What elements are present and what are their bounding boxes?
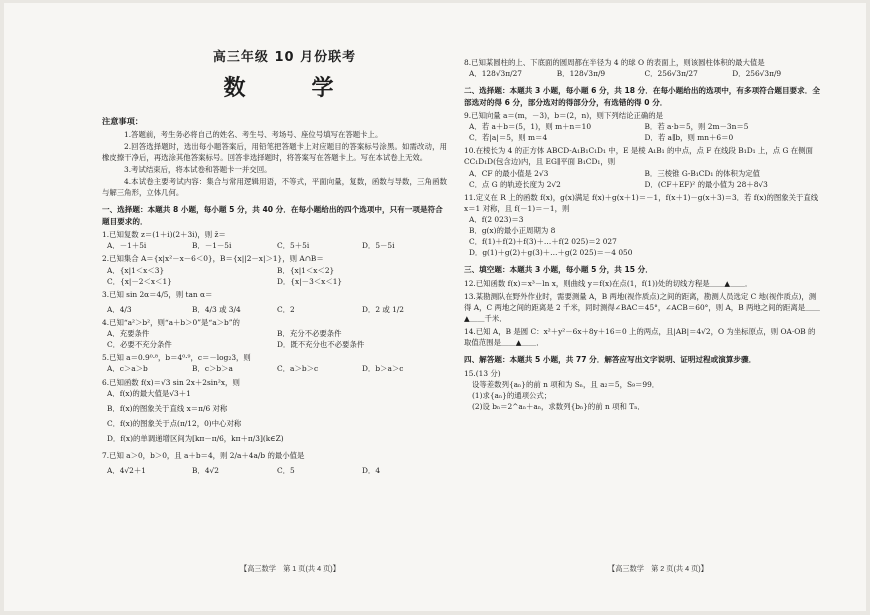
question-points: 15.(13 分): [464, 368, 501, 378]
option: D．{x|－3＜x＜1}: [277, 276, 343, 286]
option: B．4/3 或 3/4: [192, 304, 241, 314]
question-stem: 8.已知某圆柱的上、下底面的圆周都在半径为 4 的球 O 的表面上，则该圆柱体积的最大值是: [464, 58, 765, 67]
option: C．f(x)的图象关于点(π/12，0)中心对称: [107, 418, 242, 428]
option: A．{x|1＜x＜3}: [107, 265, 165, 275]
question-stem: 12.已知函数 f(x)＝x³－ln x，则曲线 y＝f(x)在点(1，f(1))处的切线方程是＿＿▲＿＿．: [464, 278, 753, 288]
section-heading: 二、选择题：本题共 3 小题，每小题 6 分，共 18 分．在每小题给出的选项中，有多项符合题目要求．全部选对的得 6 分，部分选对的得部分分，有选错的得 0 分．: [464, 86, 820, 107]
section-heading: 四、解答题：本题共 5 小题，共 77 分．解答应写出文字说明、证明过程或演算步骤．: [464, 355, 757, 365]
notice-line: 1.答题前，考生务必将自己的姓名、考生号、考场号、座位号填写在答题卡上。: [124, 129, 383, 139]
option: D．256√3π/9: [732, 69, 782, 79]
question-stem: 5.已知 a＝0.9⁰·⁸，b＝4⁰·⁹，c＝－log₂3，则: [102, 353, 251, 363]
option: B．f(x)的图象关于直线 x＝π/6 对称: [107, 403, 228, 413]
notice-heading: 注意事项：: [102, 115, 143, 126]
option: A．充要条件: [107, 329, 150, 339]
option: C．2: [277, 304, 295, 314]
question-options: [102, 363, 447, 374]
option: A．c＞a＞b: [107, 364, 148, 374]
option: B．{x|1＜x＜2}: [277, 265, 335, 275]
question-stem: 10.在棱长为 4 的正方体 ABCD-A₁B₁C₁D₁ 中，E 是棱 A₁B₁ 的中点，点 F 在线段 B₁D₁ 上，点 G 在侧面 CC₁D₁D(包含边)内，且 EG∥平面 B₁CD₁，则: [464, 146, 813, 167]
option: C．5: [277, 466, 295, 476]
question-options: [102, 240, 447, 251]
section-heading: 一、选择题：本题共 8 小题，每小题 5 分，共 40 分．在每小题给出的四个选项中，只有一项是符合题目要求的．: [102, 205, 443, 226]
option: A．f(x)的最大值是√3＋1: [107, 388, 191, 398]
question-stem: 13.某勘测队在野外作业时，需要测量 A，B 两地(视作质点)之间的距离，勘测人员选定 C 地(视作质点)，测得 A，C 两地之间的距离是 2 千米，同时测得∠BAC＝45°，∠ACB＝60°，则 A，B 两地之间的距离是＿＿▲＿＿千米．: [464, 291, 820, 324]
option: D．2 或 1/2: [362, 304, 405, 314]
option: B．三棱锥 G-B₁CD₁ 的体积为定值: [644, 168, 761, 178]
option: B．充分不必要条件: [277, 329, 342, 339]
question-stem: 11.定义在 R 上的函数 f(x)，g(x)满足 f(x)＋g(x＋1)＝－1，f(x＋1)－g(x＋3)＝3．若 f(x)的图象关于直线 x＝1 对称，且 f(－1)＝－1，则: [464, 192, 819, 213]
option: B．若 a·b＝5，则 2m－3n＝5: [644, 122, 749, 132]
question-stem: 7.已知 a＞0，b＞0，且 a＋b＝4，则 2/a＋4a/b 的最小值是: [102, 451, 305, 461]
option: A．若 a＋b＝(5，1)，则 m＋n＝10: [469, 122, 592, 132]
exam-title: 高三年级 10 月份联考: [212, 50, 357, 65]
option: C．必要不充分条件: [107, 340, 172, 350]
option: D．f(x)的单调递增区间为[kπ－π/6，kπ＋π/3](k∈Z): [107, 433, 284, 443]
notice-line: 4.本试卷主要考试内容：集合与常用逻辑用语，不等式，平面向量，复数，函数与导数，三角函数与解三角形，立体几何。: [102, 177, 447, 198]
option: C．5＋5i: [277, 241, 310, 251]
question-stem: 1.已知复数 z＝(1＋i)(2＋3i)，则 z̄＝: [102, 230, 226, 240]
question-stem: 4.已知“a²＞b²，则“a＋b＞0”是“a＞b”的: [102, 318, 240, 327]
question-line: (2)设 bₙ＝2^aₙ＋aₙ，求数列{bₙ}的前 n 项和 Tₙ．: [472, 402, 645, 412]
question-options: [464, 168, 820, 190]
option: D．5－5i: [362, 241, 395, 251]
notice-line: 3.考试结束后，将本试卷和答题卡一并交回。: [124, 165, 272, 175]
option: A．CF 的最小值是 2√3: [469, 168, 549, 178]
option: B．g(x)的最小正周期为 8: [469, 226, 556, 236]
question-stem: 14.已知 A，B 是圆 C：x²＋y²－6x＋8y＋16＝0 上的两点，且|AB|＝4√2，O 为坐标原点，则 OA·OB 的取值范围是＿＿▲＿＿．: [464, 327, 816, 348]
question-stem: 6.已知函数 f(x)＝√3 sin 2x＋2sin²x，则: [102, 377, 240, 387]
option: A．－1＋5i: [107, 241, 147, 251]
option: B．c＞b＞a: [192, 364, 233, 374]
notice-line: 2.回答选择题时，选出每小题答案后，用铅笔把答题卡上对应题目的答案标号涂黑。如需改动，用橡皮擦干净后，再选涂其他答案标号。回答非选择题时，将答案写在答题卡上。写在本试卷上无效。: [102, 141, 447, 163]
exam-sheet: [4, 3, 866, 611]
page-footer-right: 【高三数学 第 2 页(共 4 页)】: [608, 564, 708, 573]
option: C．{x|－2＜x＜1}: [107, 276, 172, 286]
option: B．4√2: [192, 466, 219, 476]
option: B．－1－5i: [192, 241, 232, 251]
option: D．b＞a＞c: [362, 364, 404, 374]
option: C．点 G 的轨迹长度为 2√2: [469, 179, 561, 189]
option: D．既不充分也不必要条件: [277, 340, 365, 350]
option: A．4√2＋1: [107, 466, 146, 476]
option: D．若 a∥b，则 mn＋6＝0: [644, 133, 734, 143]
section-heading: 三、填空题：本题共 3 小题，每小题 5 分，共 15 分．: [464, 265, 653, 275]
option: D．g(1)＋g(2)＋g(3)＋…＋g(2 025)＝－4 050: [469, 248, 633, 258]
question-stem: 3.已知 sin 2α＝4/5，则 tan α＝: [102, 289, 213, 299]
question-options: [102, 304, 447, 315]
question-options: [464, 68, 820, 79]
question-line: 设等差数列{aₙ}的前 n 项和为 Sₙ，且 a₂＝5，S₉＝99．: [472, 379, 660, 389]
question-options: [102, 265, 447, 287]
question-options: [102, 328, 447, 350]
page-right: [464, 55, 820, 412]
option: A．f(2 023)＝3: [469, 214, 524, 224]
option: A．128√3π/27: [469, 69, 522, 79]
option: C．256√3π/27: [644, 69, 698, 79]
option: C．若|a|＝5，则 m＝4: [469, 133, 548, 143]
option: B．128√3π/9: [556, 69, 606, 79]
page-left: [102, 48, 447, 476]
option: D．(CF＋EF)² 的最小值为 28＋8√3: [644, 179, 768, 189]
option: D．4: [362, 466, 381, 476]
question-line: (1)求{aₙ}的通项公式；: [472, 391, 552, 401]
question-options: [464, 121, 820, 143]
option: C．a＞b＞c: [277, 364, 319, 374]
page-footer-left: 【高三数学 第 1 页(共 4 页)】: [240, 564, 340, 573]
question-options: [102, 465, 447, 476]
question-stem: 9.已知向量 a＝(m，－3)，b＝(2，n)，则下列结论正确的是: [464, 111, 664, 120]
exam-subject: 数 学: [223, 75, 356, 101]
option: A．4/3: [107, 304, 132, 314]
option: C．f(1)＋f(2)＋f(3)＋…＋f(2 025)＝2 027: [469, 237, 617, 247]
question-stem: 2.已知集合 A＝{x|x²－x－6＜0}，B＝{x||2－x|＞1}，则 A∩B＝: [102, 254, 324, 264]
